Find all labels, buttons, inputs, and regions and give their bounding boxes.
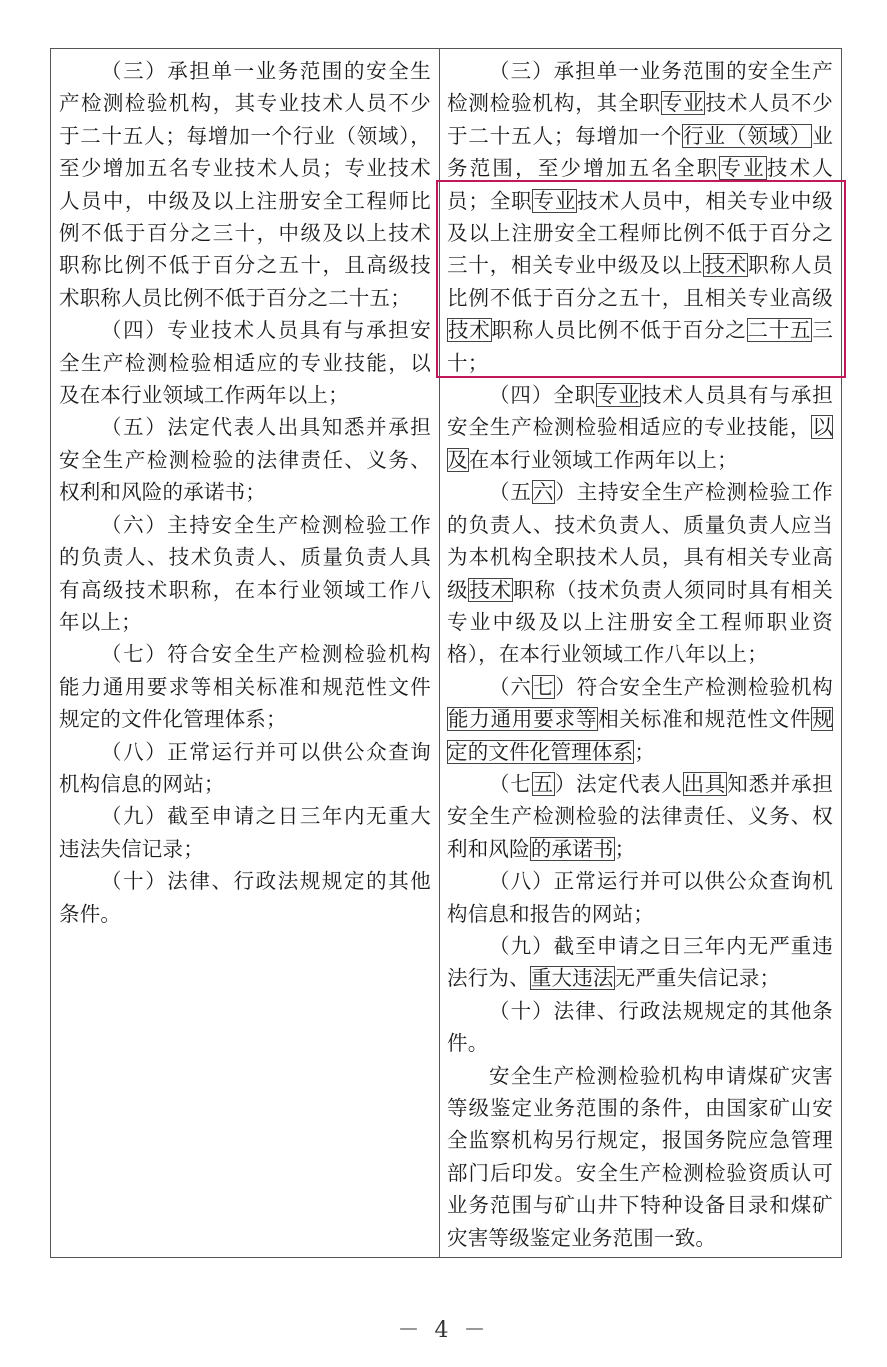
text-run: 职称人员比例不低于百分之 <box>491 318 747 343</box>
column-divider <box>439 49 440 1257</box>
changed-text-box: 二十五 <box>747 318 812 343</box>
right-column-revised-text <box>447 55 833 1254</box>
text-run: 在本行业领域工作两年以上； <box>468 447 738 472</box>
text-run: ）法定代表人 <box>554 771 683 796</box>
text-run: 技术人员中，相关专业中级及以上注册安全工程师比例不低于百分之三十，相关专业中级及以上 <box>447 188 833 278</box>
right-item-3 <box>447 55 833 379</box>
changed-text-box: 五 <box>532 771 554 796</box>
changed-text-box: 出具 <box>683 771 727 796</box>
text-run: 技术人员；全职 <box>447 156 834 213</box>
changed-text-box: 能力通用要求等 <box>448 707 598 732</box>
text-run: 技术人员具有与承担安全生产检测检验相适应的专业技能， <box>447 383 833 440</box>
text-run: ）主持安全生产检测检验工作的负责人、技术负责人、质量负责人应当为本机构全职技术人员，具有相关专业高级 <box>447 480 833 602</box>
right-item-10: （十）法律、行政法规规定的其他条件。 <box>447 998 833 1056</box>
text-run: （六 <box>489 674 532 699</box>
changed-text-box: 技术 <box>469 577 513 602</box>
right-item-5 <box>447 476 833 670</box>
left-item-10: （十）法律、行政法规规定的其他条件。 <box>59 869 431 926</box>
text-run: （三）承担单一业务范围的安全生产检测检验机构，其全职 <box>447 59 833 116</box>
right-item-4 <box>447 379 833 476</box>
text-run: （四）全职 <box>489 383 597 408</box>
text-run: （九）截至申请之日三年内无严重违法行为、 <box>447 933 833 991</box>
text-run: 技术人员不少于二十五人；每增加一个 <box>447 91 834 148</box>
right-item-7 <box>447 768 833 865</box>
text-run: 业务范围，至少增加五名全职 <box>447 123 834 181</box>
changed-text-box: 专业 <box>661 91 705 116</box>
text-run: ； <box>614 836 636 861</box>
changed-text-box: 专业 <box>720 156 766 181</box>
text-run: （七 <box>489 771 532 796</box>
text-run: 无严重失信记录； <box>614 966 781 991</box>
changed-text-box: 行业（领域） <box>683 123 812 148</box>
left-column-original-text <box>59 55 431 930</box>
right-item-9 <box>447 930 833 995</box>
left-item-7: （七）符合安全生产检测检验机构能力通用要求等相关标准和规范性文件规定的文件化管理体系； <box>59 642 431 732</box>
changed-text-box: 规定的文件化管理体系 <box>447 707 834 764</box>
text-run: 三十； <box>447 318 834 375</box>
left-item-8: （八）正常运行并可以供公众查询机构信息的网站； <box>59 739 431 796</box>
right-item-coal-mine-note: 安全生产检测检验机构申请煤矿灾害等级鉴定业务范围的条件，由国家矿山安全监察机构另行规定，报国务院应急管理部门后印发。安全生产检测检验资质认可业务范围与矿山井下特种设备目录和煤矿灾害等级鉴定业务范围一致。 <box>447 1063 833 1250</box>
changed-text-box: 重大违法 <box>530 966 614 991</box>
changed-text-box: 六 <box>532 480 555 505</box>
changed-text-box: 的承诺书 <box>530 836 614 861</box>
text-run: 职称人员比例不低于百分之五十，且相关专业高级 <box>447 253 833 310</box>
text-run: ）符合安全生产检测检验机构 <box>555 674 833 699</box>
left-item-5: （五）法定代表人出具知悉并承担安全生产检测检验的法律责任、义务、权利和风险的承诺书； <box>59 415 431 505</box>
changed-text-box: 专业 <box>533 188 577 213</box>
left-item-3: （三）承担单一业务范围的安全生产检测检验机构，其专业技术人员不少于二十五人；每增加一个行业（领域），至少增加五名专业技术人员；专业技术人员中，中级及以上注册安全工程师比例不低于百分之三十，中级及以上技术职称比例不低于百分之五十，且高级技术职称人员比例不低于百分之二十五； <box>59 59 431 310</box>
right-item-6 <box>447 671 833 768</box>
left-item-6: （六）主持安全生产检测检验工作的负责人、技术负责人、质量负责人具有高级技术职称，在本行业领域工作八年以上； <box>59 512 431 634</box>
changed-text-box: 专业 <box>597 383 640 408</box>
page-number: － 4 － <box>397 1318 490 1343</box>
text-run: 职称（技术负责人须同时具有相关专业中级及以上注册安全工程师职业资格），在本行业领域工作八年以上； <box>447 577 834 667</box>
text-run: （五 <box>489 480 532 505</box>
changed-text-box: 技术 <box>448 318 491 343</box>
right-item-8: （八）正常运行并可以供公众查询机构信息和报告的网站； <box>447 869 833 926</box>
comparison-table <box>50 48 842 1258</box>
text-run: 相关标准和规范性文件 <box>598 707 812 732</box>
changed-text-box: 以及 <box>447 415 833 472</box>
left-item-9: （九）截至申请之日三年内无重大违法失信记录； <box>59 804 431 861</box>
changed-text-box: 技术 <box>704 253 748 278</box>
text-run: 知悉并承担安全生产检测检验的法律责任、义务、权利和风险 <box>447 771 834 861</box>
text-run: ； <box>634 739 656 764</box>
changed-text-box: 七 <box>532 674 555 699</box>
left-item-4: （四）专业技术人员具有与承担安全生产检测检验相适应的专业技能，以及在本行业领域工作两年以上； <box>59 318 431 408</box>
